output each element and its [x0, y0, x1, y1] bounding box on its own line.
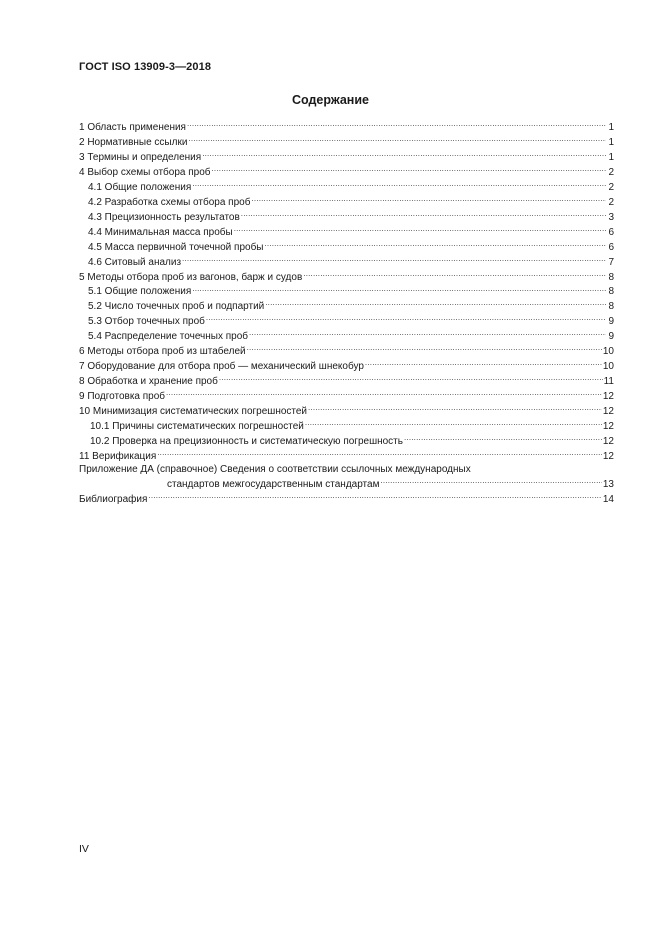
toc-entry-label: 4.6 Ситовый анализ	[88, 256, 182, 268]
toc-title: Содержание	[291, 93, 369, 107]
toc-leader	[305, 419, 602, 429]
toc-entry-label: 11 Верификация	[79, 450, 157, 462]
toc-entry-label: 9 Подготовка проб	[79, 391, 166, 403]
toc-entry[interactable]	[79, 150, 614, 165]
toc-entry-page: 10	[602, 346, 614, 358]
toc-entry-label: 10.2 Проверка на прецизионность и систематическую погрешность	[90, 436, 403, 448]
toc-entry-label: 1 Область применения	[79, 122, 186, 133]
toc-leader	[182, 255, 606, 265]
toc-entry-label: 5.4 Распределение точечных проб	[88, 331, 249, 343]
toc-entry[interactable]	[79, 120, 614, 135]
toc-entry-page: 1	[608, 122, 614, 133]
toc-entry-page: 9	[608, 316, 614, 328]
table-of-contents	[79, 120, 614, 507]
toc-entry-page: 12	[602, 450, 614, 462]
toc-subentry[interactable]	[79, 210, 614, 225]
toc-subentry[interactable]	[79, 299, 614, 314]
toc-entry-page: 6	[608, 241, 614, 253]
toc-entry-appendix-continued[interactable]	[79, 477, 614, 492]
toc-leader	[247, 344, 602, 354]
toc-leader	[303, 270, 606, 280]
toc-subentry[interactable]	[79, 329, 614, 344]
toc-leader	[212, 165, 607, 175]
toc-entry-label: Приложение ДА (справочное) Сведения о соответствии ссылочных международных	[79, 463, 471, 475]
toc-entry[interactable]	[79, 270, 614, 285]
toc-entry[interactable]	[79, 374, 614, 389]
toc-entry-label: 7 Оборудование для отбора проб — механический шнекобур	[79, 361, 364, 373]
toc-leader	[192, 180, 606, 190]
toc-entry-page: 8	[608, 286, 614, 298]
toc-leader	[264, 240, 606, 250]
toc-leader	[157, 449, 602, 459]
toc-entry-label: 4 Выбор схемы отбора проб	[79, 166, 211, 178]
toc-entry-label: 6 Методы отбора проб из штабелей	[79, 346, 246, 358]
toc-leader	[249, 329, 606, 339]
toc-entry-page: 8	[608, 271, 614, 283]
toc-leader	[365, 359, 602, 369]
toc-entry-page: 12	[602, 421, 614, 433]
toc-entry-page: 12	[602, 436, 614, 448]
toc-entry[interactable]	[79, 404, 614, 419]
toc-entry-label: 2 Нормативные ссылки	[79, 136, 188, 148]
toc-leader	[166, 389, 602, 399]
toc-entry-label: 10 Минимизация систематических погрешностей	[79, 406, 308, 418]
toc-entry-label: 4.4 Минимальная масса пробы	[88, 226, 233, 238]
toc-entry-label: 4.3 Прецизионность результатов	[88, 211, 240, 223]
toc-leader	[265, 299, 606, 309]
toc-entry-appendix[interactable]	[79, 464, 614, 477]
toc-entry-label: 5.1 Общие положения	[88, 286, 192, 298]
toc-entry-label: 4.1 Общие положения	[88, 181, 192, 193]
toc-leader	[148, 492, 601, 502]
toc-leader	[241, 210, 606, 220]
toc-entry[interactable]	[79, 344, 614, 359]
toc-entry-label: 5 Методы отбора проб из вагонов, барж и судов	[79, 271, 303, 283]
toc-subentry[interactable]	[79, 284, 614, 299]
toc-subentry[interactable]	[79, 255, 614, 270]
toc-subentry[interactable]	[79, 225, 614, 240]
toc-entry-label: 4.5 Масса первичной точечной пробы	[88, 241, 264, 253]
toc-entry-page: 2	[608, 181, 614, 193]
toc-entry-page: 8	[608, 301, 614, 313]
toc-entry-label: 5.3 Отбор точечных проб	[88, 316, 205, 328]
toc-entry-label: 5.2 Число точечных проб и подпартий	[88, 301, 265, 313]
toc-entry-label: 4.2 Разработка схемы отбора проб	[88, 196, 251, 208]
toc-entry[interactable]	[79, 359, 614, 374]
toc-entry-page: 2	[608, 166, 614, 178]
toc-leader	[192, 284, 606, 294]
toc-entry-page: 7	[608, 256, 614, 268]
toc-entry[interactable]	[79, 449, 614, 464]
toc-entry-page: 9	[608, 331, 614, 343]
toc-subentry[interactable]	[79, 314, 614, 329]
toc-entry-label: 10.1 Причины систематических погрешностей	[90, 421, 304, 433]
toc-entry-page: 11	[603, 376, 614, 388]
toc-entry-page: 12	[602, 406, 614, 418]
toc-entry-page: 14	[602, 493, 614, 505]
toc-subentry[interactable]	[79, 434, 614, 449]
toc-subentry[interactable]	[79, 195, 614, 210]
toc-leader	[251, 195, 606, 205]
toc-entry[interactable]	[79, 389, 614, 404]
toc-leader	[219, 374, 603, 384]
toc-entry-page: 12	[602, 391, 614, 403]
toc-entry-label: 8 Обработка и хранение проб	[79, 376, 218, 388]
document-header: ГОСТ ISO 13909-3—2018	[79, 61, 212, 73]
toc-leader	[187, 120, 606, 130]
toc-entry[interactable]	[79, 165, 614, 180]
toc-entry-page: 3	[608, 211, 614, 223]
toc-subentry[interactable]	[79, 419, 614, 434]
toc-leader	[308, 404, 602, 414]
page-number: IV	[79, 843, 89, 855]
toc-leader	[234, 225, 606, 235]
toc-leader	[206, 314, 606, 324]
toc-leader	[202, 150, 606, 160]
toc-entry-page: 1	[608, 151, 614, 163]
toc-entry-label: 3 Термины и определения	[79, 151, 202, 163]
toc-leader	[188, 135, 606, 145]
toc-leader	[380, 477, 601, 487]
toc-entry-page: 6	[608, 226, 614, 238]
toc-subentry[interactable]	[79, 180, 614, 195]
toc-leader	[404, 434, 602, 444]
toc-entry-label: стандартов межгосударственным стандартам	[167, 478, 380, 490]
toc-entry-page: 13	[602, 478, 614, 490]
toc-entry-page: 10	[602, 361, 614, 373]
toc-entry-page: 1	[608, 136, 614, 148]
toc-entry-page: 2	[608, 196, 614, 208]
toc-entry[interactable]	[79, 135, 614, 150]
toc-subentry[interactable]	[79, 240, 614, 255]
toc-entry[interactable]	[79, 492, 614, 507]
toc-entry-label: Библиография	[79, 493, 148, 505]
